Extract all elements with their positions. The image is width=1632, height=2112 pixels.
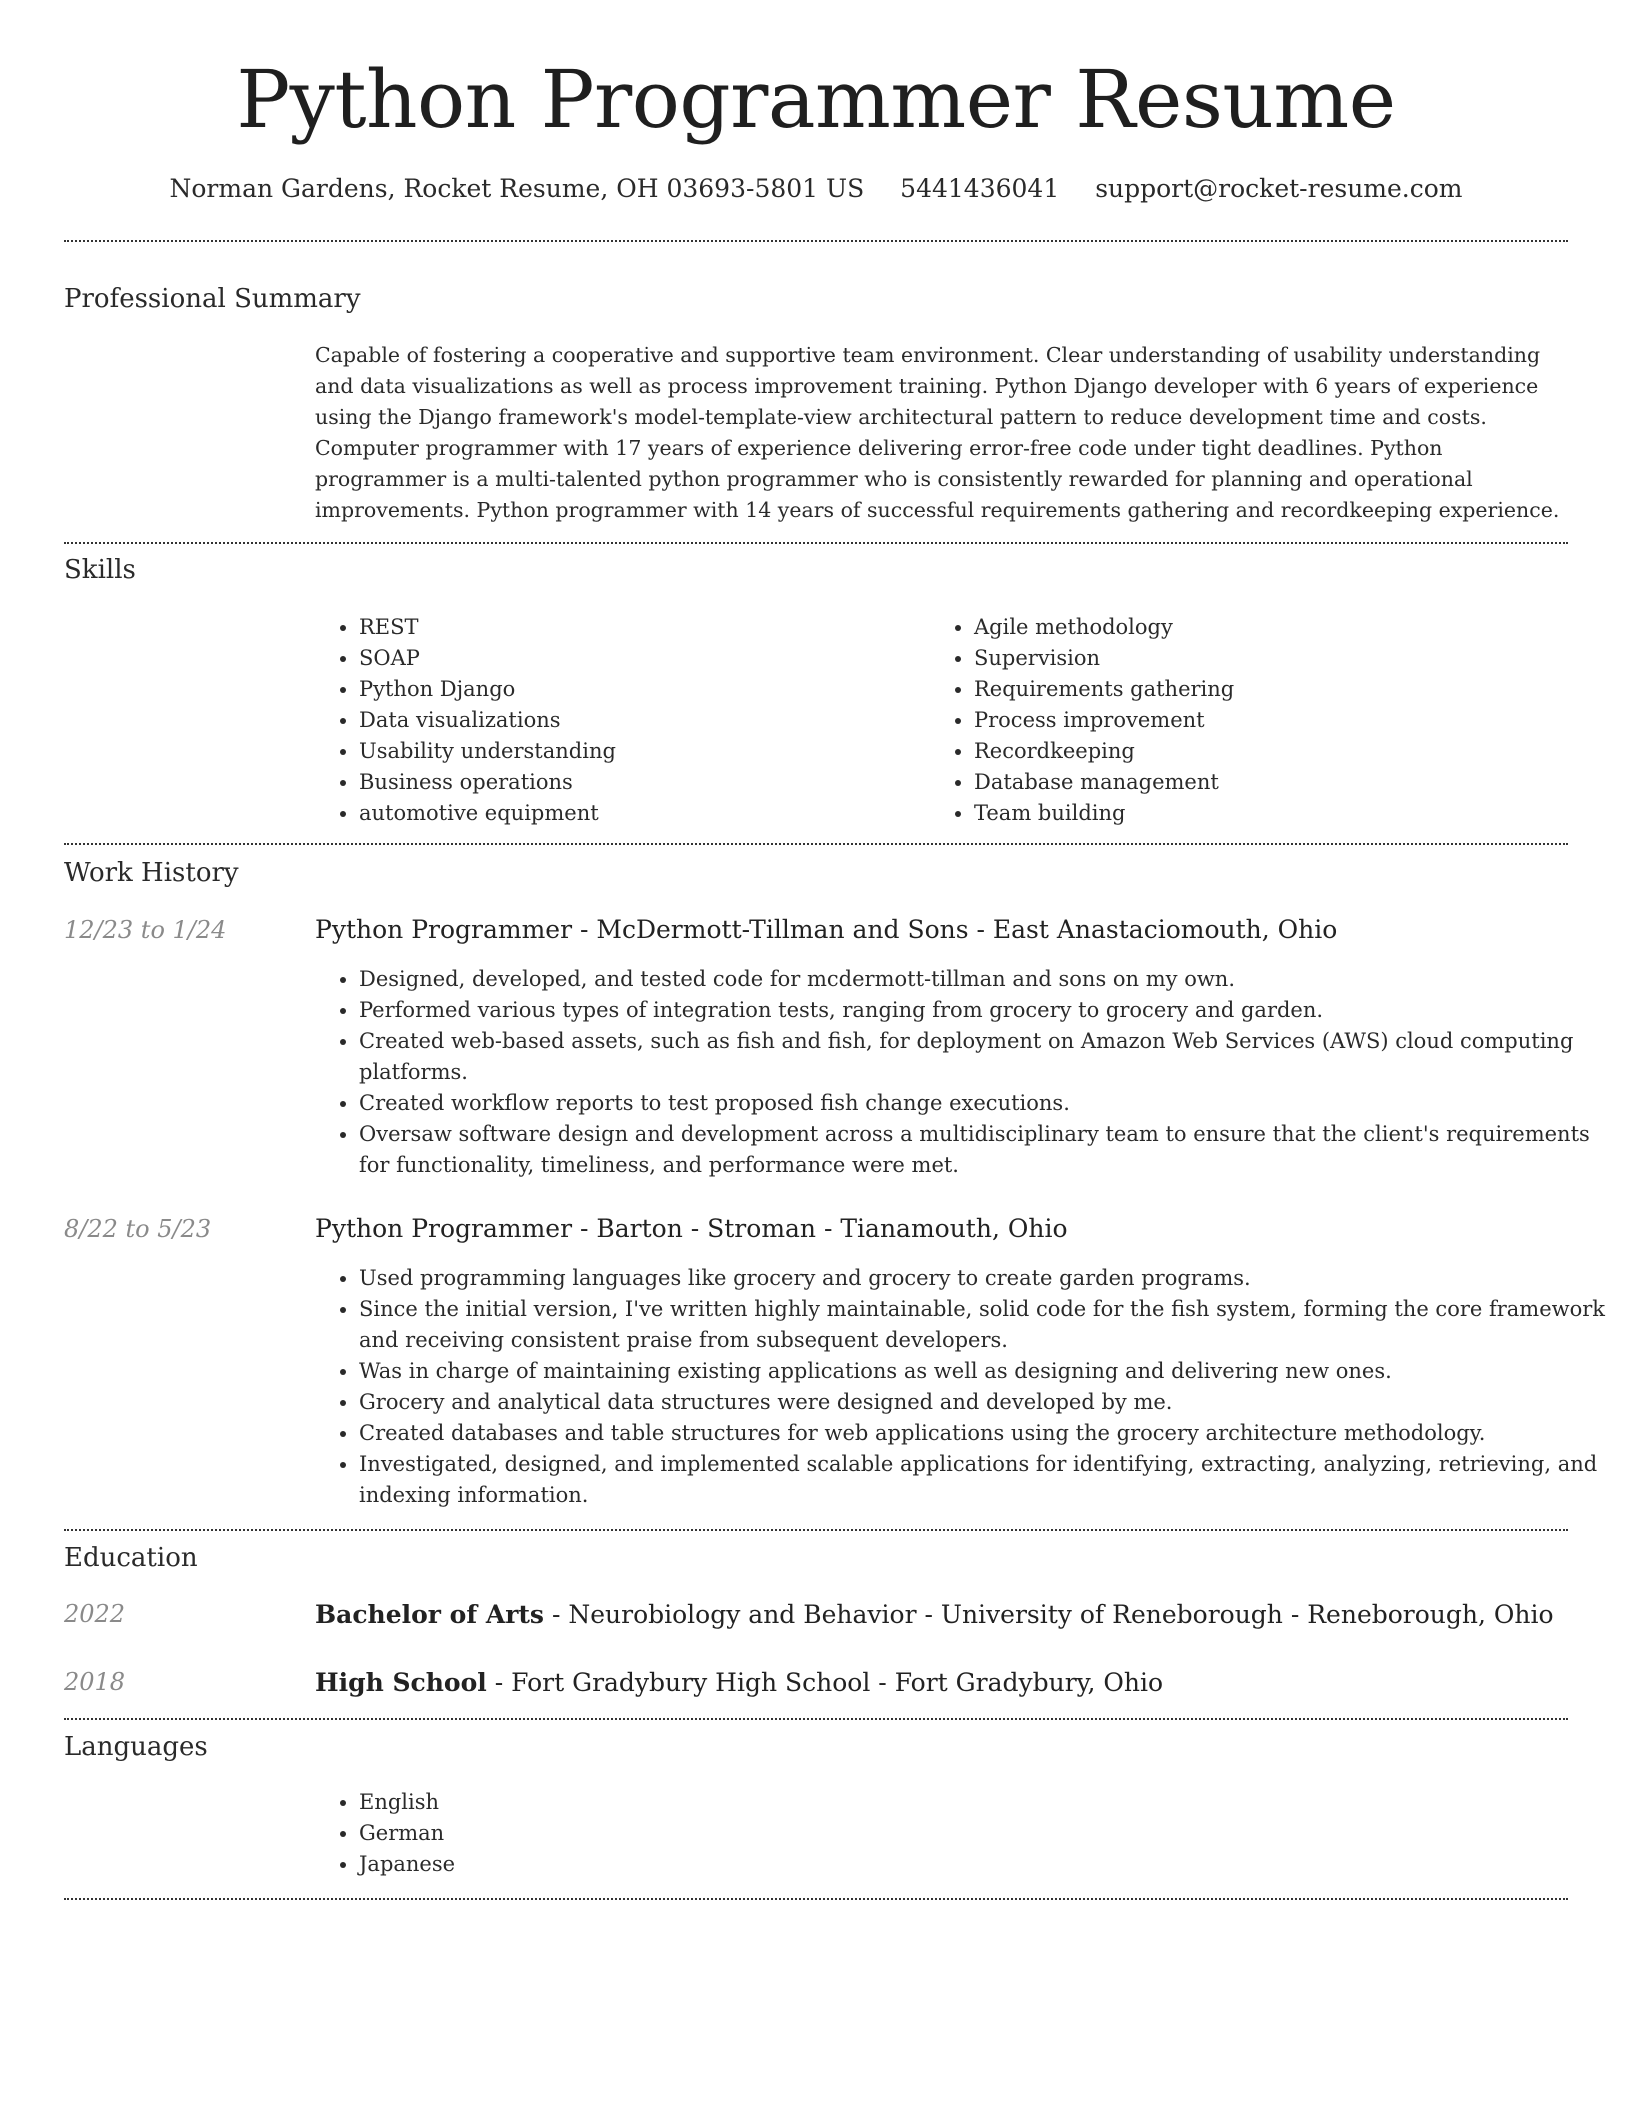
list-item: • REST bbox=[359, 612, 919, 643]
list-item: • Python Django bbox=[359, 674, 919, 705]
list-item: • Oversaw software design and development across a multidisciplinary team to ensure that the client's requirements for functionality, timeliness, and performance were met. bbox=[359, 1119, 1614, 1181]
section-title-languages: Languages bbox=[64, 1732, 208, 1762]
education-year: 2022 bbox=[64, 1600, 126, 1628]
resume-title: Python Programmer Resume bbox=[236, 53, 1396, 146]
divider bbox=[64, 1898, 1568, 1900]
degree: Bachelor of Arts bbox=[315, 1600, 545, 1629]
list-item: • Database management bbox=[974, 767, 1574, 798]
list-item: • Recordkeeping bbox=[974, 736, 1574, 767]
list-item: • Designed, developed, and tested code for mcdermott-tillman and sons on my own. bbox=[359, 964, 1614, 995]
section-title-education: Education bbox=[64, 1543, 198, 1573]
languages-list bbox=[315, 1787, 959, 1880]
list-item: • German bbox=[359, 1818, 959, 1849]
job-heading bbox=[315, 1212, 1068, 1246]
job-title: Python Programmer bbox=[315, 915, 573, 944]
divider bbox=[64, 843, 1568, 845]
job-bullets bbox=[315, 1263, 1614, 1511]
list-item: • automotive equipment bbox=[359, 798, 919, 829]
job-title: Python Programmer bbox=[315, 1214, 573, 1243]
contact-line bbox=[0, 172, 1632, 206]
job-bullets bbox=[315, 964, 1614, 1181]
list-item: • Investigated, designed, and implemented scalable applications for identifying, extracting, analyzing, retrieving, and indexing information. bbox=[359, 1449, 1614, 1511]
list-item: • Was in charge of maintaining existing applications as well as designing and delivering new ones. bbox=[359, 1356, 1614, 1387]
address: Norman Gardens, Rocket Resume, OH 03693-5801 US bbox=[169, 174, 865, 203]
job-dates: 12/23 to 1/24 bbox=[64, 916, 227, 944]
list-item: • Since the initial version, I've written highly maintainable, solid code for the fish system, forming the core framework and receiving consistent praise from subsequent developers. bbox=[359, 1294, 1614, 1356]
list-item: • Usability understanding bbox=[359, 736, 919, 767]
degree: High School bbox=[315, 1668, 487, 1697]
list-item: • English bbox=[359, 1787, 959, 1818]
education-entry bbox=[315, 1598, 1554, 1632]
list-item: • Grocery and analytical data structures were designed and developed by me. bbox=[359, 1387, 1614, 1418]
summary-text: Capable of fostering a cooperative and supportive team environment. Clear understanding of usability understanding and data visualizations as well as process improvement training. Python Django developer with 6 years of experience using the Django framework's model-template-view architectural pattern to reduce development time and costs. Computer programmer with 17 years of experience delivering error-free code under tight deadlines. Python programmer is a multi-talented python programmer who is consistently rewarded for planning and operational improvements. Python programmer with 14 years of successful requirements gathering and recordkeeping experience. bbox=[315, 343, 1560, 522]
list-item: • Used programming languages like grocery and grocery to create garden programs. bbox=[359, 1263, 1614, 1294]
divider bbox=[64, 1529, 1568, 1531]
section-title-work: Work History bbox=[64, 858, 239, 888]
list-item: • Business operations bbox=[359, 767, 919, 798]
skills-list-right bbox=[930, 612, 1574, 829]
section-title-skills: Skills bbox=[64, 555, 136, 585]
list-item: • Japanese bbox=[359, 1849, 959, 1880]
divider bbox=[64, 1718, 1568, 1720]
school: - Fort Gradybury High School - Fort Gradybury, Ohio bbox=[486, 1668, 1164, 1697]
list-item: • SOAP bbox=[359, 643, 919, 674]
job-dates: 8/22 to 5/23 bbox=[64, 1215, 212, 1243]
divider bbox=[64, 542, 1568, 544]
list-item: • Process improvement bbox=[974, 705, 1574, 736]
job-company: - McDermott-Tillman and Sons - East Anastaciomouth, Ohio bbox=[572, 915, 1338, 944]
section-title-summary: Professional Summary bbox=[64, 284, 361, 314]
list-item: • Created workflow reports to test proposed fish change executions. bbox=[359, 1088, 1614, 1119]
job-company: - Barton - Stroman - Tianamouth, Ohio bbox=[572, 1214, 1068, 1243]
list-item: • Team building bbox=[974, 798, 1574, 829]
divider bbox=[64, 240, 1568, 242]
school: - Neurobiology and Behavior - University of Reneborough - Reneborough, Ohio bbox=[544, 1600, 1554, 1629]
list-item: • Supervision bbox=[974, 643, 1574, 674]
skills-list-left bbox=[315, 612, 919, 829]
list-item: • Data visualizations bbox=[359, 705, 919, 736]
list-item: • Requirements gathering bbox=[974, 674, 1574, 705]
list-item: • Created web-based assets, such as fish and fish, for deployment on Amazon Web Services (AWS) cloud computing platforms. bbox=[359, 1026, 1614, 1088]
education-year: 2018 bbox=[64, 1668, 126, 1696]
list-item: • Created databases and table structures for web applications using the grocery architecture methodology. bbox=[359, 1418, 1614, 1449]
job-heading bbox=[315, 913, 1337, 947]
list-item: • Performed various types of integration tests, ranging from grocery to grocery and garden. bbox=[359, 995, 1614, 1026]
education-entry bbox=[315, 1666, 1163, 1700]
email: support@rocket-resume.com bbox=[1095, 174, 1463, 203]
list-item: • Agile methodology bbox=[974, 612, 1574, 643]
phone: 5441436041 bbox=[900, 174, 1060, 203]
